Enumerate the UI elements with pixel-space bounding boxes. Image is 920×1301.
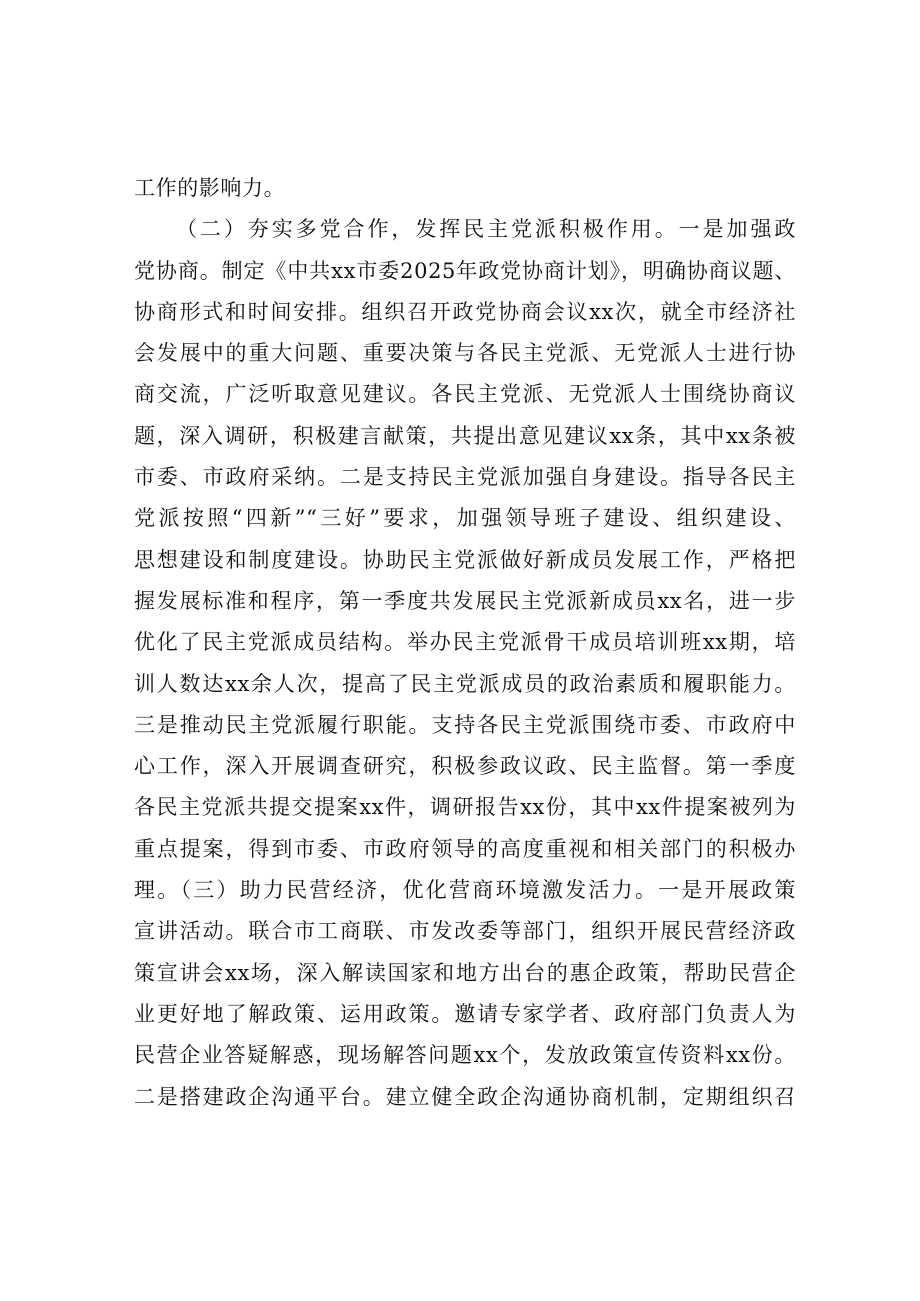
paragraph-line: 业更好地了解政策、运用政策。邀请专家学者、政府部门负责人为	[134, 1001, 796, 1026]
paragraph-line: 商交流，广泛听取意见建议。各民主党派、无党派人士围绕协商议	[134, 382, 796, 407]
paragraph-line: 重点提案，得到市委、市政府领导的高度重视和相关部门的积极办	[134, 836, 796, 861]
paragraph-line: 各民主党派共提交提案xx件，调研报告xx份，其中xx件提案被列为	[134, 795, 796, 820]
paragraph-line: 训人数达xx余人次，提高了民主党派成员的政治素质和履职能力。	[134, 671, 796, 696]
paragraph-line: （二）夯实多党合作，发挥民主党派积极作用。一是加强政	[176, 217, 796, 242]
paragraph-line: 理。（三）助力民营经济，优化营商环境激发活力。一是开展政策	[134, 878, 796, 903]
paragraph-line: 握发展标准和程序，第一季度共发展民主党派新成员xx名，进一步	[134, 588, 796, 613]
paragraph-line: 协商形式和时间安排。组织召开政党协商会议xx次，就全市经济社	[134, 299, 796, 324]
paragraph-line: 党派按照“四新”“三好”要求，加强领导班子建设、组织建设、	[134, 506, 796, 531]
paragraph-line: 宣讲活动。联合市工商联、市发改委等部门，组织开展民营经济政	[134, 919, 796, 944]
paragraph-line: 工作的影响力。	[134, 176, 286, 200]
paragraph-line: 题，深入调研，积极建言献策，共提出意见建议xx条，其中xx条被	[134, 423, 796, 448]
paragraph-line: 优化了民主党派成员结构。举办民主党派骨干成员培训班xx期，培	[134, 630, 796, 655]
paragraph-line: 民营企业答疑解惑，现场解答问题xx个，发放政策宣传资料xx份。	[134, 1043, 796, 1068]
paragraph-line: 思想建设和制度建设。协助民主党派做好新成员发展工作，严格把	[134, 547, 796, 572]
paragraph-line: 心工作，深入开展调查研究，积极参政议政、民主监督。第一季度	[134, 754, 796, 779]
paragraph-line: 市委、市政府采纳。二是支持民主党派加强自身建设。指导各民主	[134, 465, 796, 490]
paragraph-line: 策宣讲会xx场，深入解读国家和地方出台的惠企政策，帮助民营企	[134, 960, 796, 985]
paragraph-line: 三是推动民主党派履行职能。支持各民主党派围绕市委、市政府中	[134, 712, 796, 737]
paragraph-line: 会发展中的重大问题、重要决策与各民主党派、无党派人士进行协	[134, 341, 796, 366]
paragraph-line: 党协商。制定《中共xx市委2025年政党协商计划》，明确协商议题、	[134, 258, 796, 283]
body-text	[134, 168, 796, 1118]
paragraph-line: 二是搭建政企沟通平台。建立健全政企沟通协商机制，定期组织召	[134, 1084, 796, 1109]
